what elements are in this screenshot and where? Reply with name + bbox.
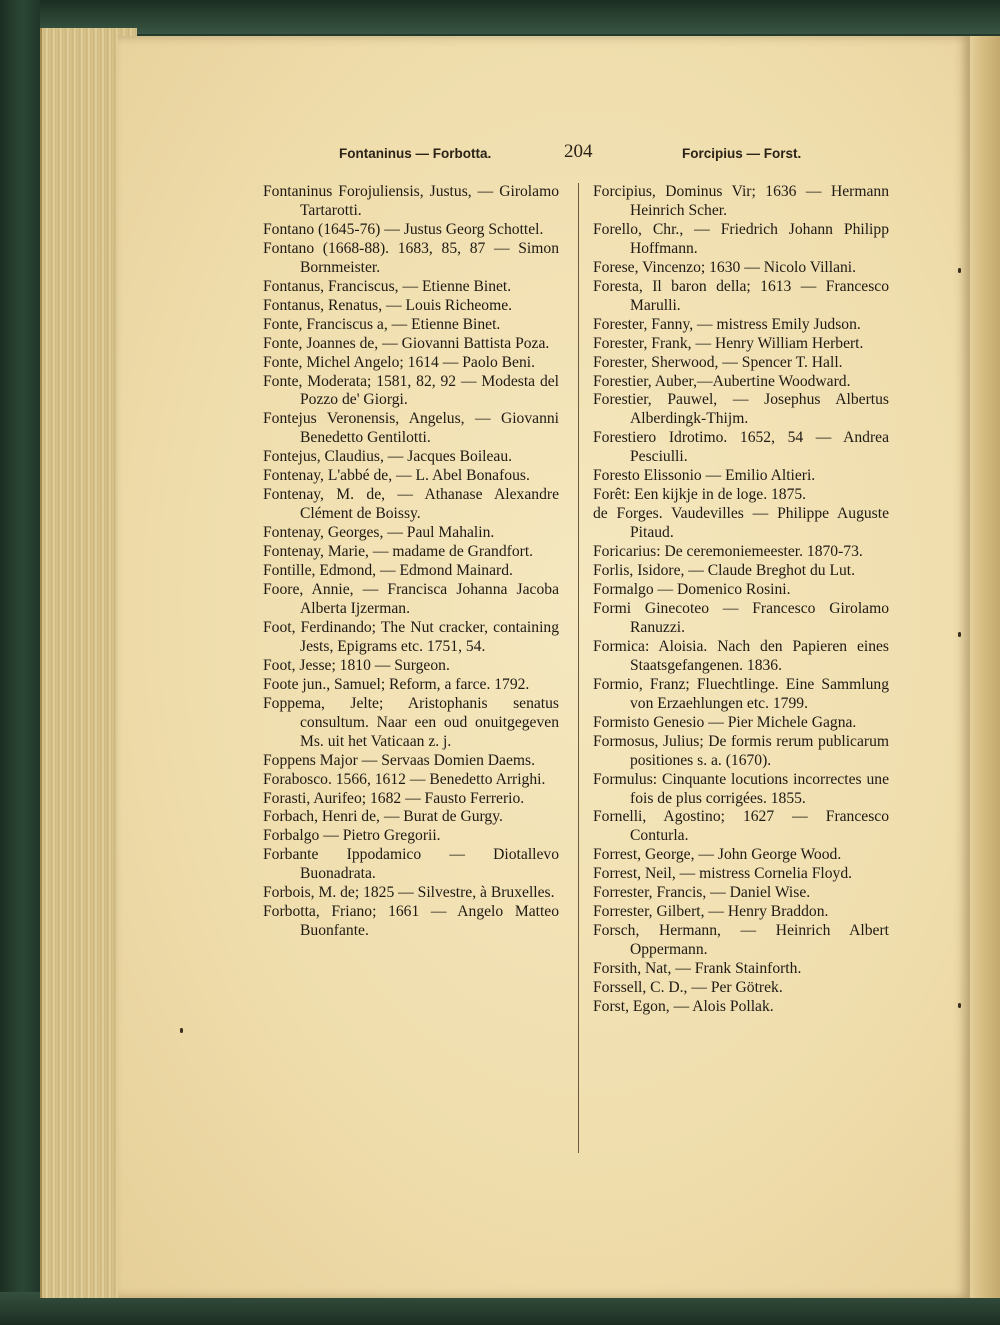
index-entry: Fonte, Franciscus a, — Etienne Binet. (263, 315, 501, 333)
index-entry: Fonte, Moderata; 1581, 82, 92 — Modesta del Pozzo de' Giorgi. (263, 372, 559, 409)
index-entry: Fontejus, Claudius, — Jacques Boileau. (263, 448, 513, 466)
book-cover-spine (0, 0, 40, 1325)
right-column (593, 183, 889, 1017)
index-entry: de Forges. Vaudevilles — Philippe Auguste Pitaud. (593, 505, 889, 542)
index-entry: Foricarius: De ceremoniemeester. 1870-73. (593, 543, 863, 561)
index-entry: Formisto Genesio — Pier Michele Gagna. (593, 713, 857, 731)
index-entry: Forester, Fanny, — mistress Emily Judson. (593, 315, 861, 333)
index-entry: Forst, Egon, — Alois Pollak. (593, 997, 774, 1015)
index-entry: Formica: Aloisia. Nach den Papieren eines Staatsgefangenen. 1836. (593, 637, 889, 674)
index-entry: Formio, Franz; Fluechtlinge. Eine Sammlung von Erzaehlungen etc. 1799. (593, 675, 889, 712)
running-head-left: Fontaninus — Forbotta. (339, 146, 492, 161)
index-entry: Forbalgo — Pietro Gregorii. (263, 827, 441, 845)
page-speck (958, 1003, 961, 1008)
index-entry: Formi Ginecoteo — Francesco Girolamo Ranuzzi. (593, 599, 889, 636)
index-entry: Fontanus, Franciscus, — Etienne Binet. (263, 277, 512, 295)
index-entry: Foresta, Il baron della; 1613 — Francesco Marulli. (593, 277, 889, 314)
index-entry: Forese, Vincenzo; 1630 — Nicolo Villani. (593, 258, 857, 276)
running-head-right: Forcipius — Forst. (682, 146, 802, 161)
page-speck (180, 1028, 183, 1033)
index-entry: Forcipius, Dominus Vir; 1636 — Hermann Heinrich Scher. (593, 183, 889, 219)
index-entry: Foot, Ferdinando; The Nut cracker, containing Jests, Epigrams etc. 1751, 54. (263, 618, 559, 655)
index-entry: Fontaninus Forojuliensis, Justus, — Girolamo Tartarotti. (263, 183, 559, 219)
index-entry: Fontenay, L'abbé de, — L. Abel Bonafous. (263, 467, 530, 485)
index-entry: Forester, Frank, — Henry William Herbert. (593, 334, 864, 352)
index-entry: Forasti, Aurifeo; 1682 — Fausto Ferrerio. (263, 789, 525, 807)
index-entry: Fonte, Michel Angelo; 1614 — Paolo Beni. (263, 353, 536, 371)
index-entry: Forrest, George, — John George Wood. (593, 846, 842, 864)
index-entry: Fontenay, Marie, — madame de Grandfort. (263, 543, 534, 561)
index-entry: Forrester, Francis, — Daniel Wise. (593, 884, 811, 902)
index-entry: Forester, Sherwood, — Spencer T. Hall. (593, 353, 843, 371)
index-entry: Fontano (1668-88). 1683, 85, 87 — Simon Bornmeister. (263, 239, 559, 276)
facing-page-edge (968, 36, 1000, 1298)
book-cover-top (0, 0, 1000, 34)
index-entry: Forêt: Een kijkje in de loge. 1875. (593, 486, 807, 504)
index-entry: Forestiero Idrotimo. 1652, 54 — Andrea Pesciulli. (593, 429, 889, 466)
index-entry: Forrest, Neil, — mistress Cornelia Floyd. (593, 865, 853, 883)
index-entry: Forssell, C. D., — Per Götrek. (593, 979, 783, 997)
index-entry: Fontenay, Georges, — Paul Mahalin. (263, 524, 495, 542)
page-number: 204 (564, 141, 593, 162)
column-rule (578, 183, 579, 1153)
index-entry: Formosus, Julius; De formis rerum publicarum positiones s. a. (1670). (593, 732, 889, 769)
index-entry: Foot, Jesse; 1810 — Surgeon. (263, 656, 450, 674)
index-entry: Foote jun., Samuel; Reform, a farce. 1792. (263, 675, 530, 693)
index-entry: Foppema, Jelte; Aristophanis senatus consultum. Naar een oud onuitgegeven Ms. uit het Vaticaan z. j. (263, 694, 559, 750)
index-entry: Forsch, Hermann, — Heinrich Albert Oppermann. (593, 922, 889, 959)
index-entry: Fontanus, Renatus, — Louis Richeome. (263, 296, 513, 314)
index-entry: Forestier, Auber,—Aubertine Woodward. (593, 372, 851, 390)
index-entry: Fonte, Joannes de, — Giovanni Battista Poza. (263, 334, 550, 352)
page-speck (958, 268, 961, 273)
index-entry: Forsith, Nat, — Frank Stainforth. (593, 960, 802, 978)
index-entry: Forello, Chr., — Friedrich Johann Philipp Hoffmann. (593, 220, 889, 257)
index-entry: Fornelli, Agostino; 1627 — Francesco Conturla. (593, 808, 889, 845)
index-entry: Forlis, Isidore, — Claude Breghot du Lut. (593, 562, 856, 580)
index-entry: Fontano (1645-76) — Justus Georg Schottel. (263, 220, 544, 238)
index-entry: Forestier, Pauwel, — Josephus Albertus Alberdingk-Thijm. (593, 391, 889, 428)
index-entry: Foresto Elissonio — Emilio Altieri. (593, 467, 816, 485)
index-entry: Formalgo — Domenico Rosini. (593, 581, 791, 599)
index-entry: Formulus: Cinquante locutions incorrectes une fois de plus corrigées. 1855. (593, 770, 889, 807)
index-entry: Fontille, Edmond, — Edmond Mainard. (263, 562, 513, 580)
page-speck (958, 632, 961, 637)
index-entry: Forrester, Gilbert, — Henry Braddon. (593, 903, 829, 921)
index-entry: Foppens Major — Servaas Domien Daems. (263, 751, 535, 769)
left-column (263, 183, 559, 941)
index-entry: Forbotta, Friano; 1661 — Angelo Matteo Buonfante. (263, 903, 559, 940)
index-entry: Forabosco. 1566, 1612 — Benedetto Arrighi. (263, 770, 546, 788)
index-entry: Forbach, Henri de, — Burat de Gurgy. (263, 808, 503, 826)
index-entry: Foore, Annie, — Francisca Johanna Jacoba Alberta Ijzerman. (263, 581, 559, 617)
index-entry: Fontenay, M. de, — Athanase Alexandre Clément de Boissy. (263, 486, 559, 523)
index-entry: Fontejus Veronensis, Angelus, — Giovanni Benedetto Gentilotti. (263, 410, 559, 447)
index-entry: Forbois, M. de; 1825 — Silvestre, à Bruxelles. (263, 884, 555, 902)
index-entry: Forbante Ippodamico — Diotallevo Buonadrata. (263, 846, 559, 883)
